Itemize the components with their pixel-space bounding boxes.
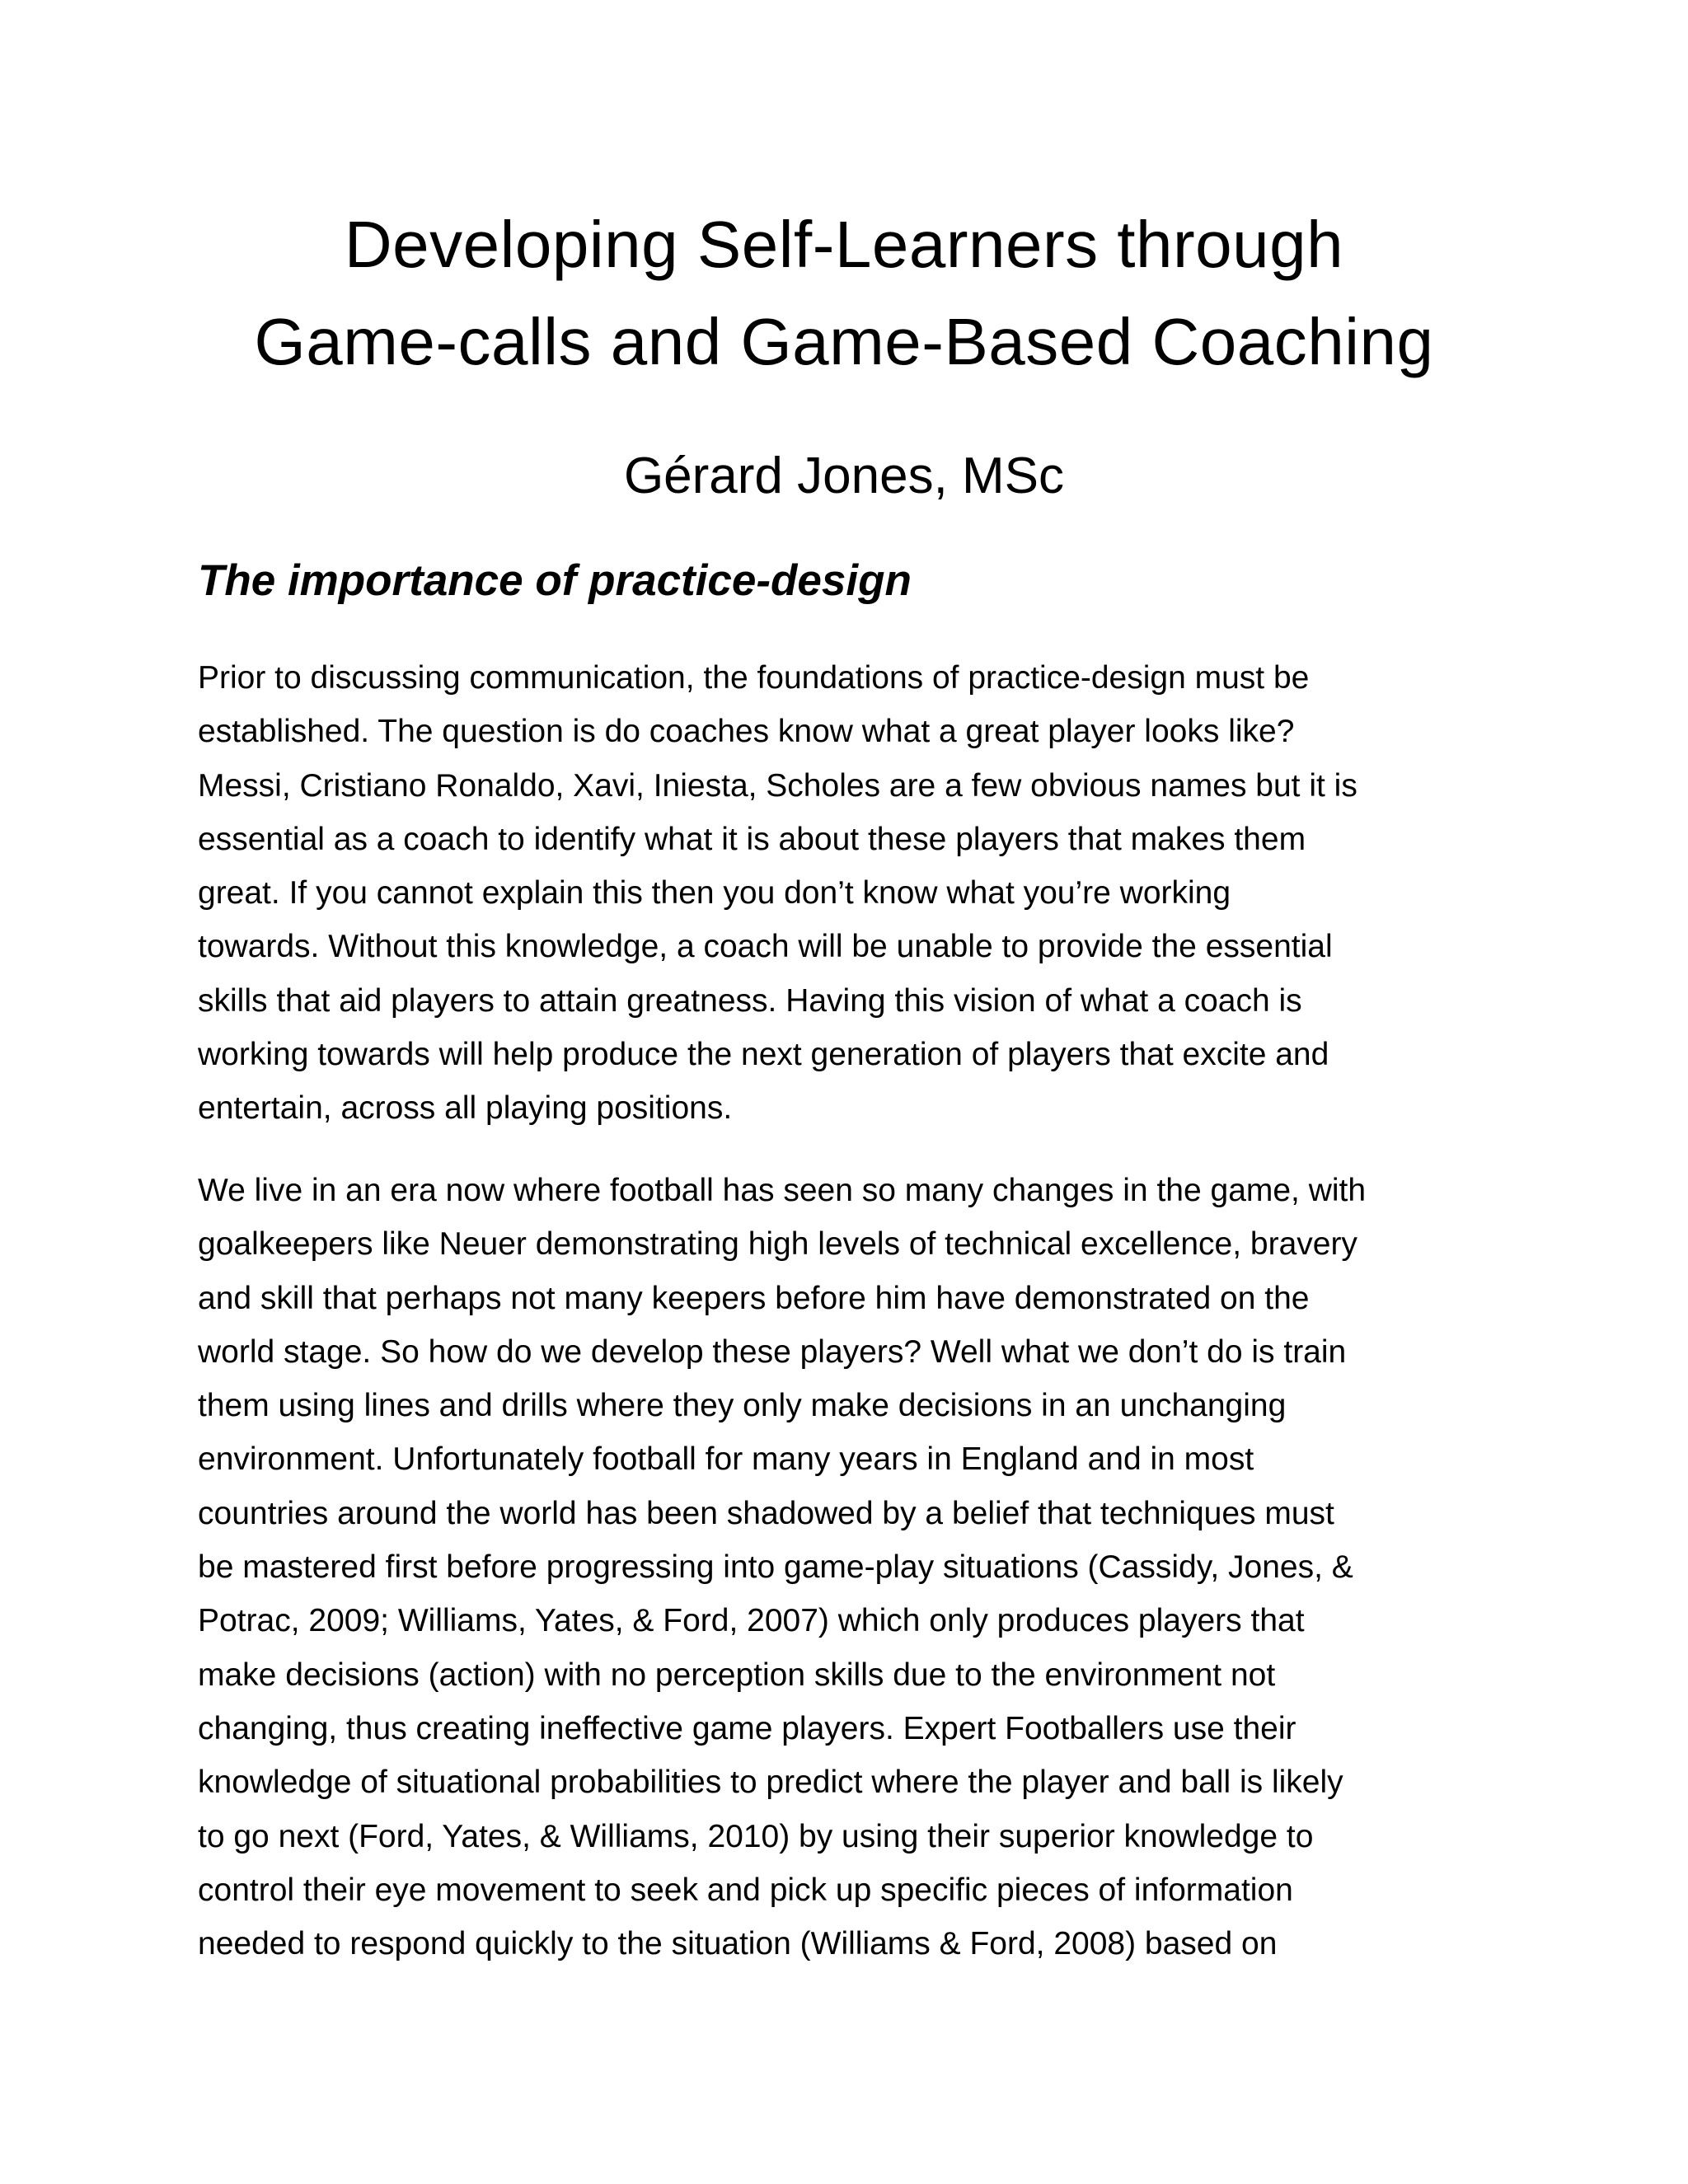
paragraph-line: Prior to discussing communication, the foundations of practice-design must be <box>198 660 1310 696</box>
paragraph-line: essential as a coach to identify what it is about these players that makes them <box>198 821 1306 857</box>
paragraph-line: be mastered first before progressing into game-play situations (Cassidy, Jones, & <box>198 1549 1353 1586</box>
paragraph-line: working towards will help produce the next generation of players that excite and <box>198 1037 1329 1073</box>
paragraph-line: Potrac, 2009; Williams, Yates, & Ford, 2007) which only produces players that <box>198 1603 1305 1639</box>
paragraph-line: changing, thus creating ineffective game players. Expert Footballers use their <box>198 1710 1296 1746</box>
author-byline: Gérard Jones, MSc <box>623 448 1065 504</box>
paragraph-2 <box>198 1164 1517 1971</box>
paragraph-line: countries around the world has been shadowed by a belief that techniques must <box>198 1495 1334 1531</box>
paragraph-line: and skill that perhaps not many keepers before him have demonstrated on the <box>198 1280 1310 1316</box>
title-line-1: Developing Self-Learners through <box>344 208 1344 281</box>
paragraph-line: knowledge of situational probabilities to predict where the player and ball is likely <box>198 1765 1343 1801</box>
paragraph-line: Messi, Cristiano Ronaldo, Xavi, Iniesta, Scholes are a few obvious names but it is <box>198 767 1357 804</box>
paragraph-line: We live in an era now where football has seen so many changes in the game, with <box>198 1173 1367 1208</box>
document-title <box>198 196 1490 391</box>
paragraph-line: established. The question is do coaches know what a great player looks like? <box>198 714 1295 750</box>
paragraph-line: make decisions (action) with no perception skills due to the environment not <box>198 1657 1276 1693</box>
paragraph-line: control their eye movement to seek and pick up specific pieces of information <box>198 1872 1293 1908</box>
paragraph-line: them using lines and drills where they only make decisions in an unchanging <box>198 1388 1287 1424</box>
title-line-2: Game-calls and Game-Based Coaching <box>254 305 1434 378</box>
paragraph-line: needed to respond quickly to the situation (Williams & Ford, 2008) based on <box>198 1926 1278 1962</box>
paragraph-line: entertain, across all playing positions. <box>198 1090 733 1127</box>
paragraph-line: towards. Without this knowledge, a coach will be unable to provide the essential <box>198 929 1333 965</box>
paragraph-line: goalkeepers like Neuer demonstrating high levels of technical excellence, bravery <box>198 1226 1357 1263</box>
paragraph-line: to go next (Ford, Yates, & Williams, 2010) by using their superior knowledge to <box>198 1818 1314 1854</box>
paragraph-line: environment. Unfortunately football for many years in England and in most <box>198 1441 1254 1478</box>
paragraph-line: skills that aid players to attain greatness. Having this vision of what a coach is <box>198 982 1302 1019</box>
paragraph-line: world stage. So how do we develop these players? Well what we don’t do is train <box>198 1333 1347 1370</box>
section-heading: The importance of practice-design <box>198 556 912 605</box>
paragraph-line: great. If you cannot explain this then you don’t know what you’re working <box>198 875 1231 912</box>
paragraph-1 <box>198 651 1517 1136</box>
